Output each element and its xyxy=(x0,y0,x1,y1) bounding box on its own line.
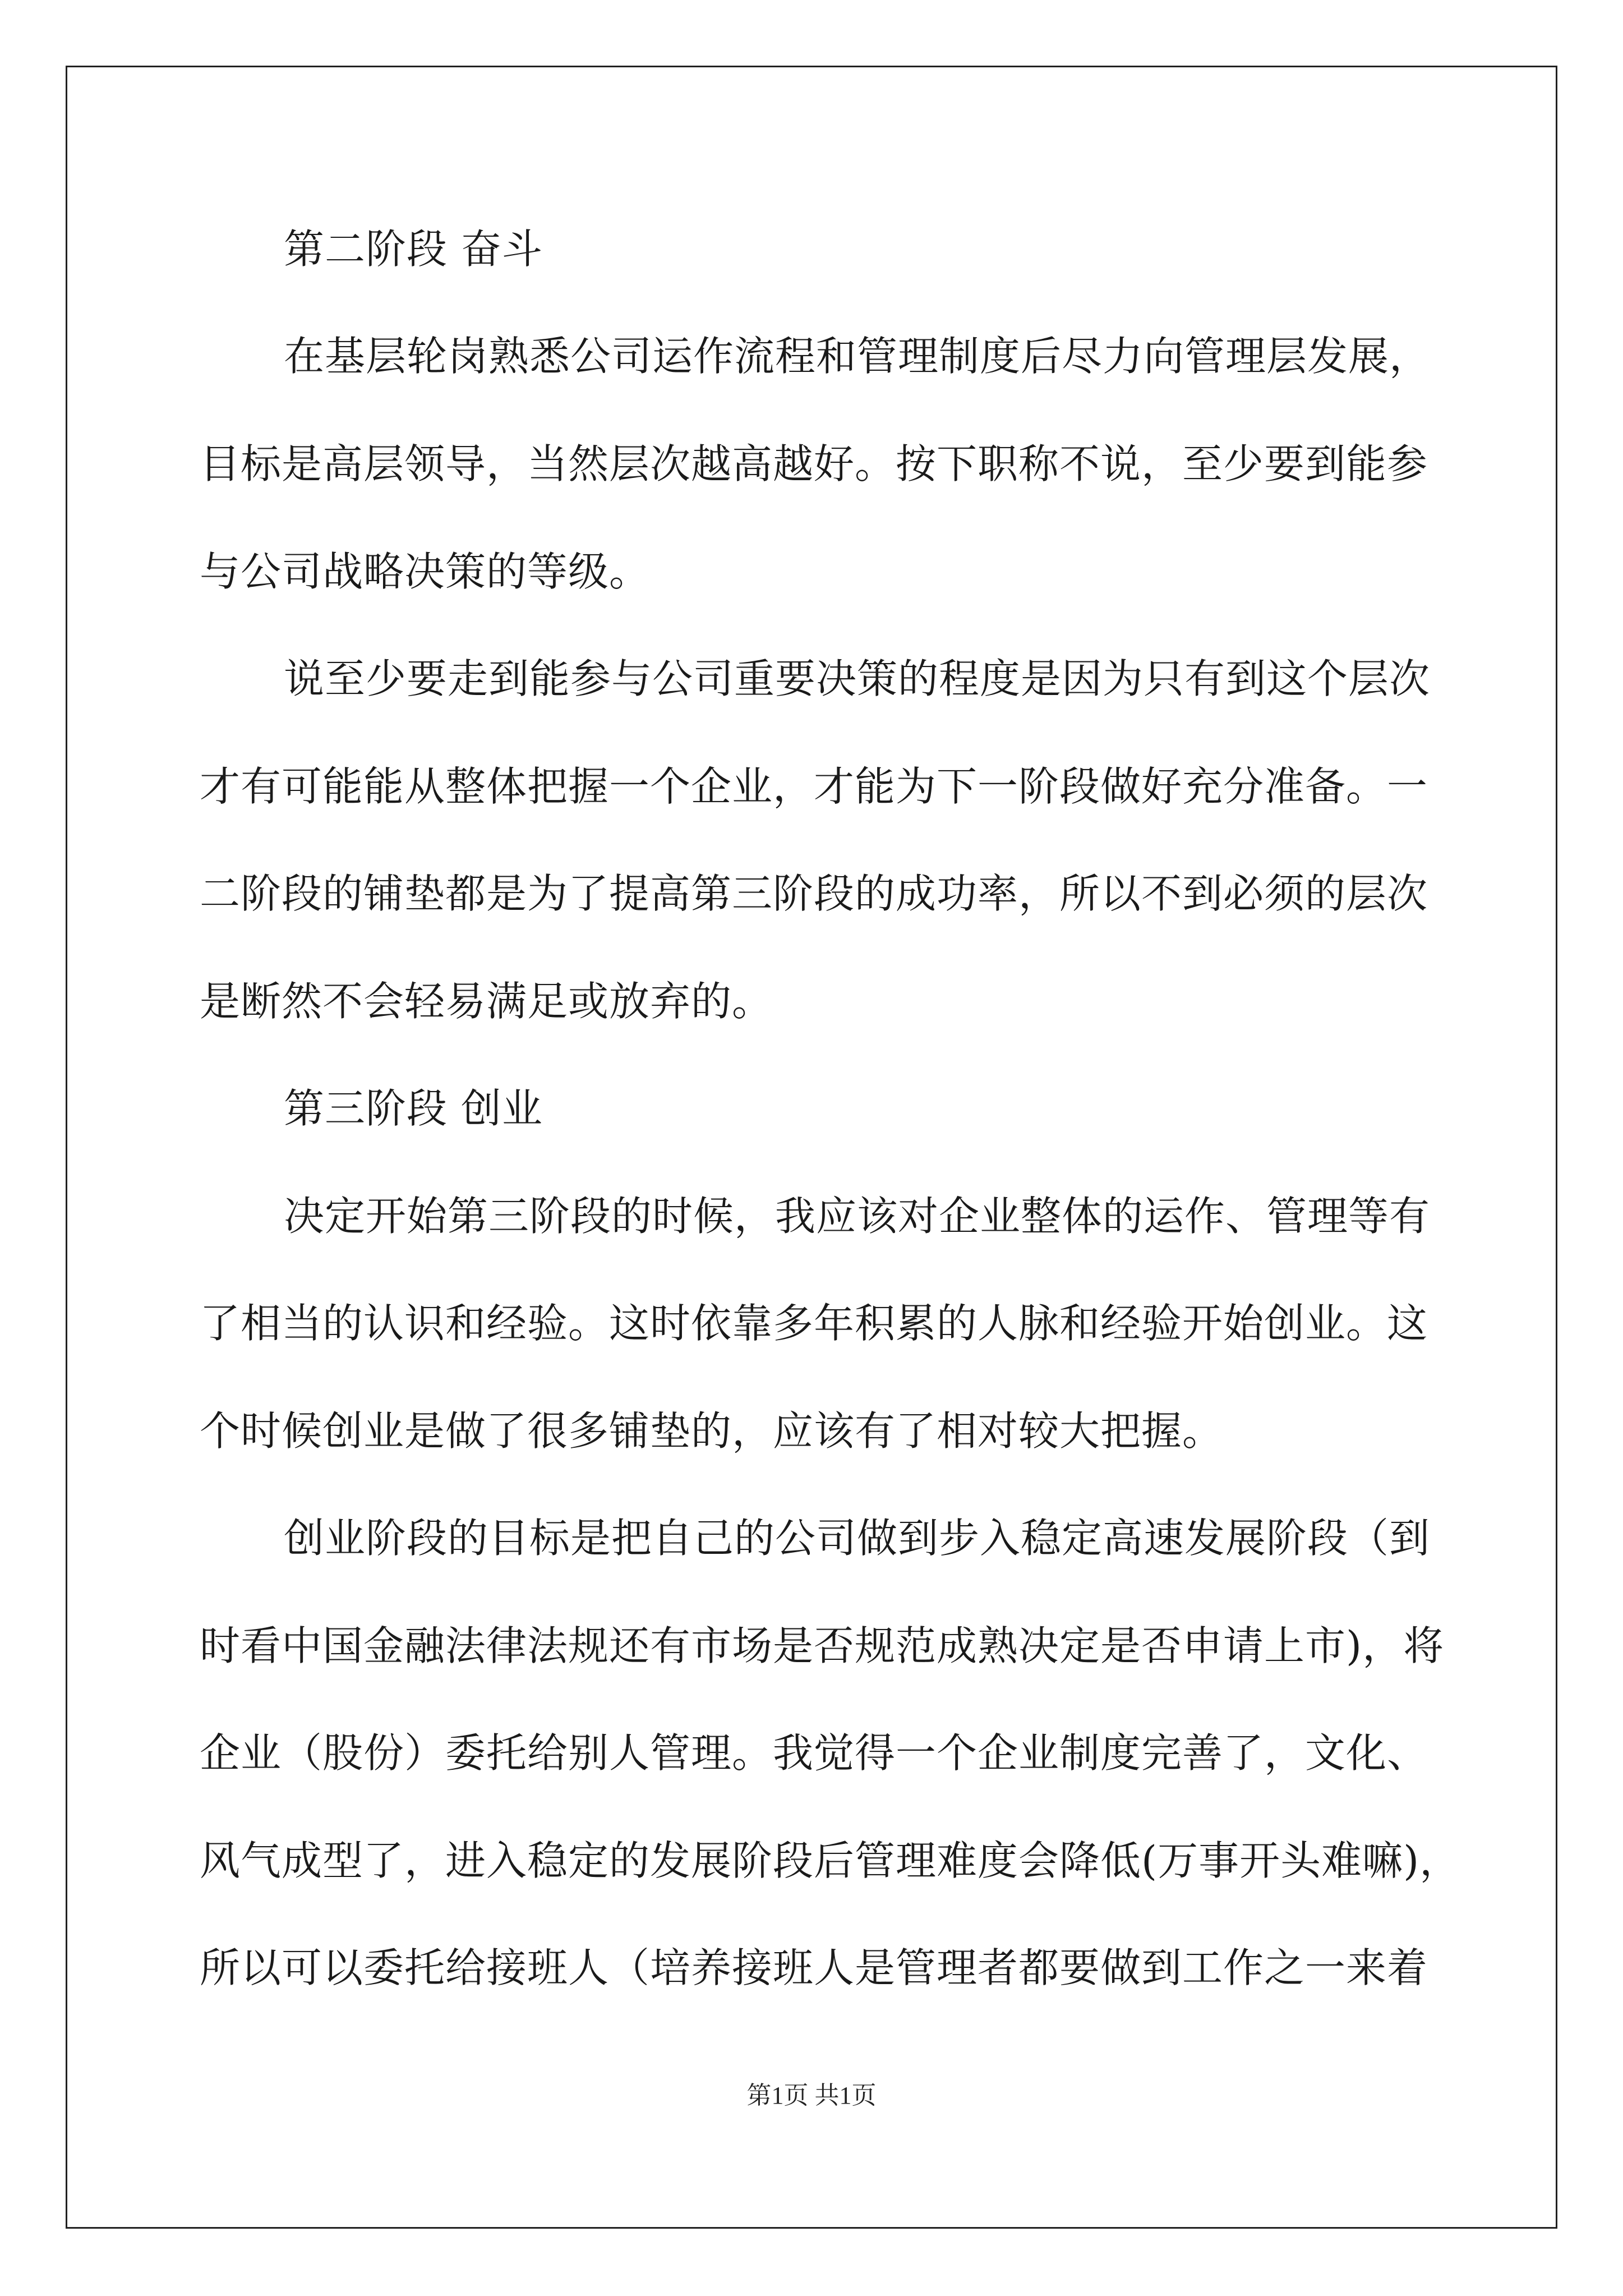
heading-stage-two: 第二阶段 奋斗 xyxy=(284,226,543,273)
paragraph-line: 了相当的认识和经验。这时依靠多年积累的人脉和经验开始创业。这 xyxy=(200,1300,1428,1347)
paragraph-line: 说至少要走到能参与公司重要决策的程度是因为只有到这个层次 xyxy=(284,655,1431,702)
page-border xyxy=(66,66,1557,2229)
paragraph-line: 才有可能能从整体把握一个企业，才能为下一阶段做好充分准备。一 xyxy=(200,763,1428,810)
paragraph-line: 二阶段的铺垫都是为了提高第三阶段的成功率，所以不到必须的层次 xyxy=(200,870,1428,917)
paragraph-line: 所以可以委托给接班人（培养接班人是管理者都要做到工作之一来着 xyxy=(200,1944,1428,1991)
paragraph-line: 是断然不会轻易满足或放弃的。 xyxy=(200,978,773,1025)
paragraph-line: 与公司战略决策的等级。 xyxy=(200,548,651,595)
page-number-footer: 第1页 共1页 xyxy=(746,2082,877,2109)
paragraph-line: 目标是高层领导，当然层次越高越好。按下职称不说，至少要到能参 xyxy=(200,440,1428,487)
paragraph-line: 创业阶段的目标是把自己的公司做到步入稳定高速发展阶段（到 xyxy=(284,1515,1431,1562)
heading-stage-three: 第三阶段 创业 xyxy=(284,1085,543,1132)
paragraph-line: 在基层轮岗熟悉公司运作流程和管理制度后尽力向管理层发展， xyxy=(284,333,1431,380)
paragraph-line: 风气成型了，进入稳定的发展阶段后管理难度会降低(万事开头难嘛)， xyxy=(200,1837,1461,1884)
paragraph-line: 企业（股份）委托给别人管理。我觉得一个企业制度完善了，文化、 xyxy=(200,1729,1428,1777)
paragraph-line: 时看中国金融法律法规还有市场是否规范成熟决定是否申请上市)，将 xyxy=(200,1622,1445,1669)
paragraph-line: 个时候创业是做了很多铺垫的，应该有了相对较大把握。 xyxy=(200,1407,1224,1455)
paragraph-line: 决定开始第三阶段的时候，我应该对企业整体的运作、管理等有 xyxy=(284,1193,1431,1240)
